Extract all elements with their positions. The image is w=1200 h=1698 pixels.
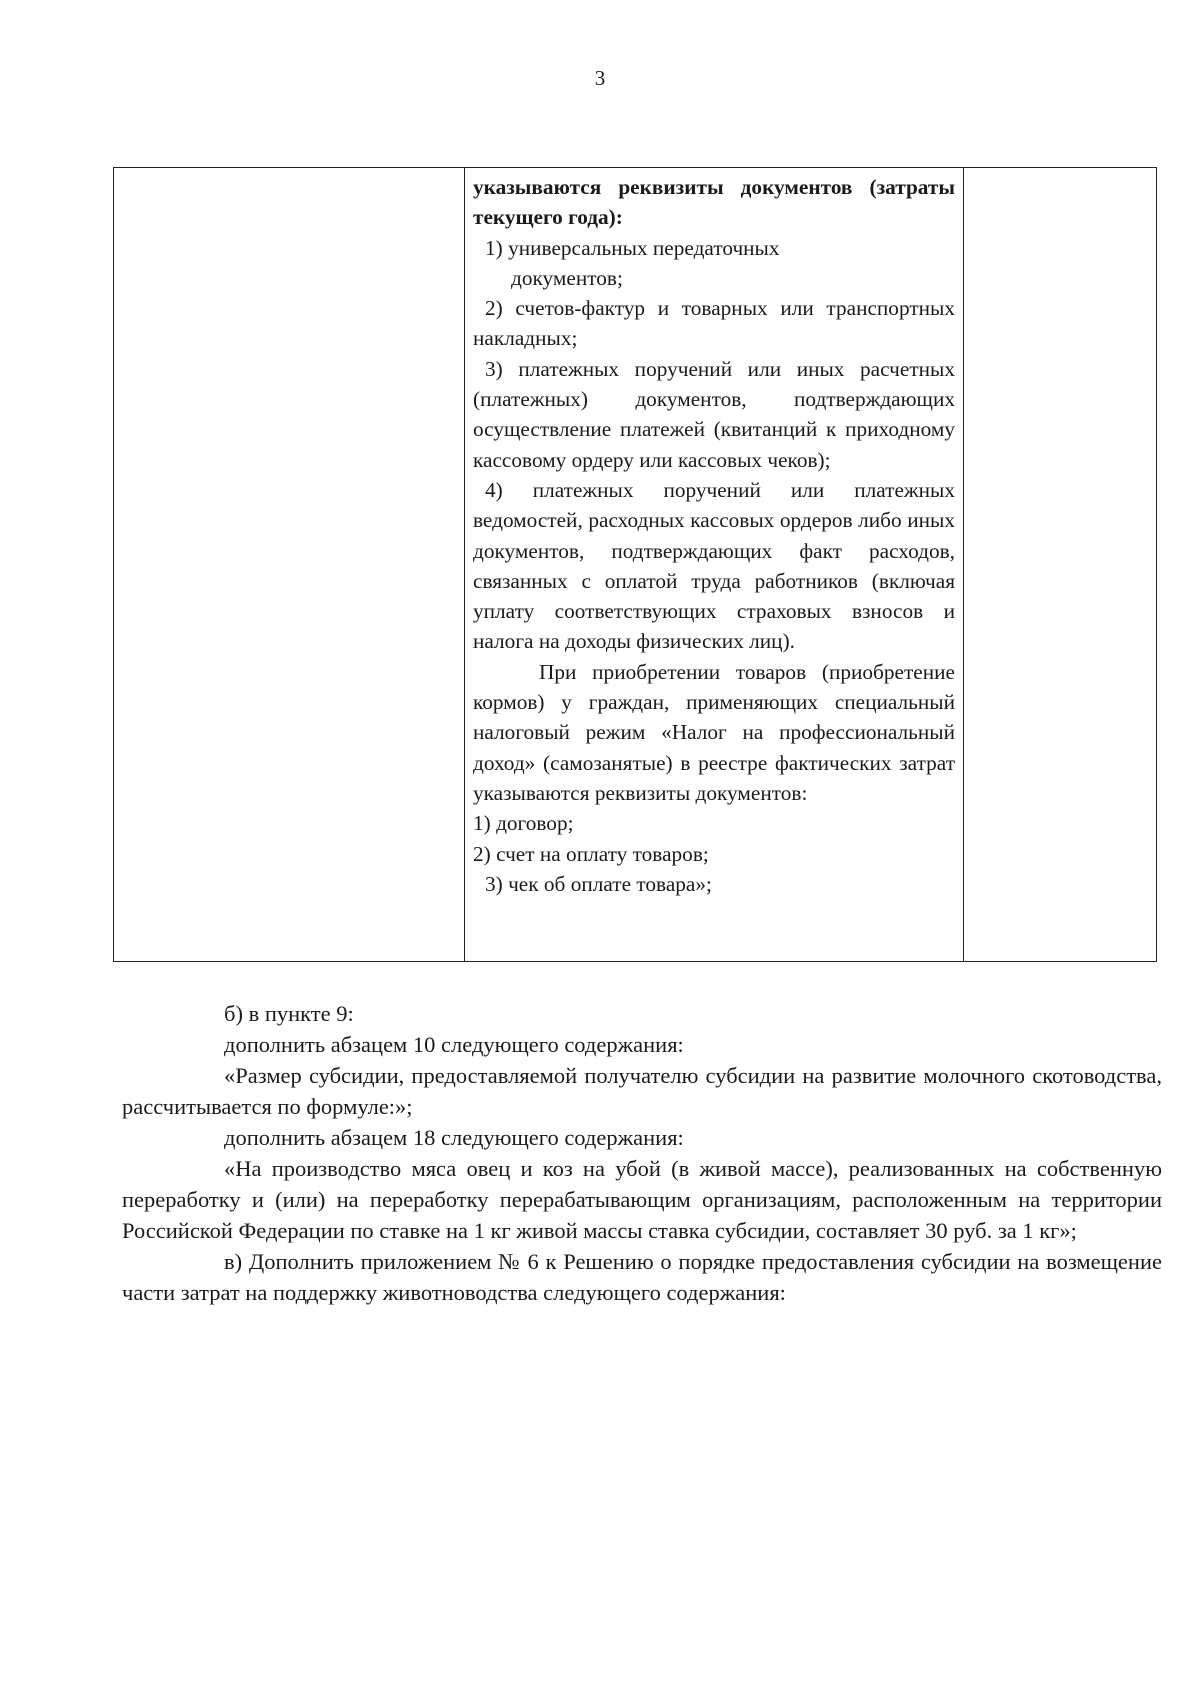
paragraph-sheep-goats: «На производство мяса овец и коз на убой (в живой массе), реализованных на собственную переработку и (или) на переработку перерабатывающим организациям, расположенным на территории Российской Федерации по ставке на 1 кг живой массы ставка субсидии, составляет 30 руб. за 1 кг»; [122, 1156, 1162, 1243]
paragraph-add-10: дополнить абзацем 10 следующего содержания: [224, 1032, 684, 1057]
table-cell-left [114, 168, 465, 962]
paragraph-b: б) в пункте 9: [224, 1001, 354, 1026]
list-item-4: 4) платежных поручений или платежных ведомостей, расходных кассовых ордеров либо иных документов, подтверждающих факт расходов, связанных с оплатой труда работников (включая уплату соответствующих страховых взносов и налога на доходы физических лиц). [473, 477, 955, 654]
page-number: 3 [594, 66, 606, 90]
sub-item-1: 1) договор; [473, 811, 574, 836]
paragraph-add-18: дополнить абзацем 18 следующего содержания: [224, 1125, 684, 1150]
self-employed-paragraph: При приобретении товаров (приобретение кормов) у граждан, применяющих специальный налоговый режим «Налог на профессиональный доход» (самозанятые) в реестре фактических затрат указываются реквизиты документов: [473, 659, 955, 805]
list-item-1a: 1) универсальных передаточных [485, 235, 780, 260]
document-body [122, 998, 1162, 1308]
table-cell-right [964, 168, 1157, 962]
paragraph-subsidy-formula: «Размер субсидии, предоставляемой получателю субсидии на развитие молочного скотоводства, рассчитывается по формуле:»; [122, 1063, 1162, 1119]
sub-item-2: 2) счет на оплату товаров; [473, 841, 709, 866]
table-row [114, 168, 1157, 962]
requirements-table [113, 167, 1157, 962]
paragraph-c-appendix: в) Дополнить приложением № 6 к Решению о порядке предоставления субсидии на возмещение части затрат на поддержку животноводства следующего содержания: [122, 1249, 1162, 1305]
sub-item-3: 3) чек об оплате товара»; [485, 871, 712, 896]
list-item-1b: документов; [511, 265, 623, 290]
table-cell-middle [465, 168, 964, 962]
list-item-2: 2) счетов-фактур и товарных или транспортных накладных; [473, 296, 955, 351]
list-item-3: 3) платежных поручений или иных расчетных (платежных) документов, подтверждающих осуществление платежей (квитанций к приходному кассовому ордеру или кассовых чеков); [473, 356, 955, 472]
cell-heading: указываются реквизиты документов (затраты текущего года): [473, 175, 955, 230]
